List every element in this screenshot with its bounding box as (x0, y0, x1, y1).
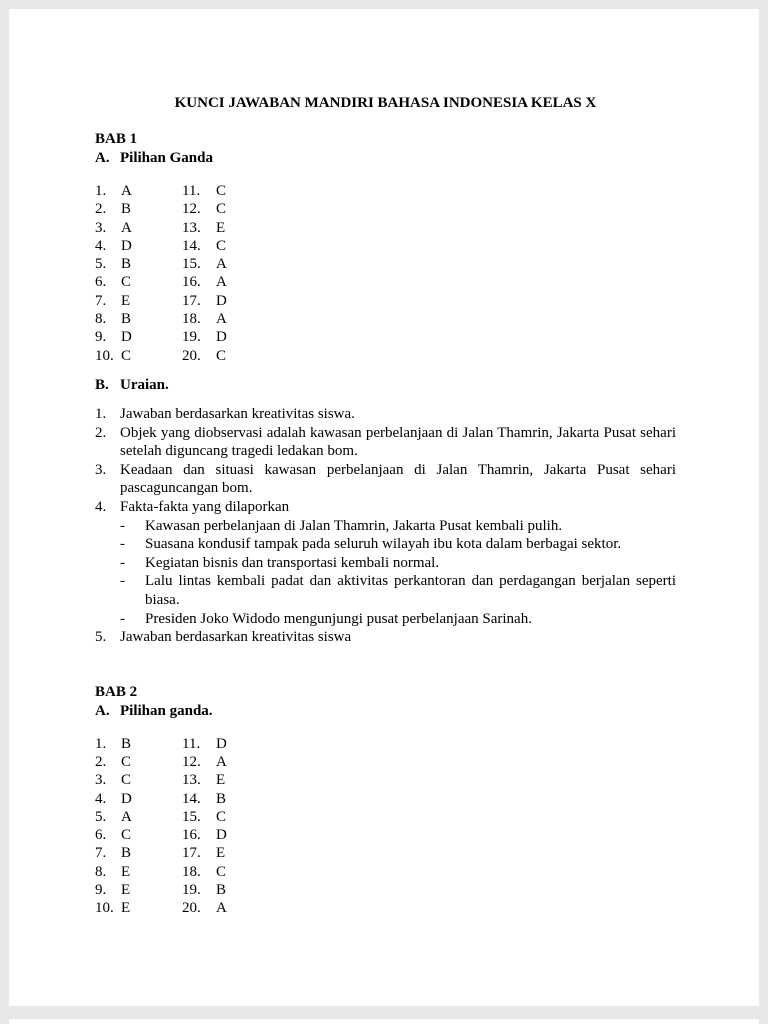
answer-letter: A (216, 311, 227, 328)
dash-bullet: - (120, 573, 125, 590)
answer-row (95, 237, 676, 255)
section-letter: B. (95, 376, 109, 393)
essay-item-text: Jawaban berdasarkan kreativitas siswa. (120, 405, 355, 422)
answer-letter: D (216, 735, 227, 752)
answer-row (95, 863, 676, 881)
page-content (95, 9, 676, 918)
answer-number: 20. (182, 900, 201, 917)
answer-number: 8. (95, 311, 107, 328)
answer-row (95, 844, 676, 862)
answer-number: 1. (95, 735, 107, 752)
answer-number: 10. (95, 347, 114, 364)
answer-number: 18. (182, 311, 201, 328)
answer-number: 14. (182, 237, 201, 254)
answer-letter: E (121, 863, 131, 880)
essay-item (95, 498, 676, 628)
essay-sub-item-text: Presiden Joko Widodo mengunjungi pusat perbelanjaan Sarinah. (145, 610, 532, 627)
bab1-answer-grid (95, 182, 676, 365)
answer-letter: B (121, 256, 132, 273)
section-letter: A. (95, 150, 110, 166)
answer-row (95, 790, 676, 808)
answer-letter: C (216, 808, 227, 825)
answer-row (95, 310, 676, 328)
essay-item (95, 424, 676, 461)
answer-letter: E (216, 845, 226, 862)
answer-letter: C (121, 274, 132, 291)
answer-number: 12. (182, 753, 201, 770)
answer-letter: C (121, 347, 132, 364)
essay-sub-item (120, 554, 676, 573)
answer-letter: A (216, 753, 227, 770)
answer-number: 1. (95, 183, 107, 199)
answer-letter: C (216, 347, 227, 364)
essay-sub-item (120, 517, 676, 536)
essay-sub-item-text: Kawasan perbelanjaan di Jalan Thamrin, Jakarta Pusat kembali pulih. (145, 517, 563, 534)
section-label: Pilihan ganda. (120, 702, 213, 719)
answer-row (95, 255, 676, 273)
answer-number: 11. (182, 183, 201, 199)
answer-row (95, 347, 676, 365)
answer-number: 7. (95, 292, 107, 309)
answer-row (95, 219, 676, 237)
bab1-essay-list (95, 405, 676, 647)
answer-row (95, 328, 676, 346)
dash-bullet: - (120, 610, 125, 627)
essay-sub-item-text: Kegiatan bisnis dan transportasi kembali normal. (145, 554, 440, 571)
answer-letter: D (121, 237, 132, 254)
answer-row (95, 273, 676, 291)
essay-item (95, 461, 676, 498)
answer-letter: E (121, 900, 131, 917)
essay-item-body (120, 628, 676, 647)
bab2-heading-block (95, 683, 676, 721)
dash-bullet: - (120, 517, 125, 534)
answer-number: 9. (95, 329, 107, 346)
answer-number: 4. (95, 790, 107, 807)
answer-number: 5. (95, 256, 107, 273)
answer-letter: B (121, 311, 132, 328)
answer-letter: C (121, 753, 132, 770)
essay-item (95, 628, 676, 647)
answer-row (95, 292, 676, 310)
essay-sub-item (120, 535, 676, 554)
answer-row (95, 182, 676, 200)
answer-letter: A (121, 219, 132, 236)
chapter-heading-bab1: BAB 1 (95, 131, 138, 147)
essay-item-number: 3. (95, 461, 107, 478)
section-heading-bab2-pilihan-ganda (95, 702, 676, 721)
section-letter: A. (95, 702, 110, 719)
essay-item-number: 2. (95, 424, 107, 441)
answer-letter: E (216, 219, 226, 236)
answer-number: 7. (95, 845, 107, 862)
answer-letter: B (216, 790, 227, 807)
bab2-answer-grid (95, 735, 676, 918)
answer-letter: D (121, 790, 132, 807)
answer-number: 16. (182, 827, 201, 844)
answer-number: 5. (95, 808, 107, 825)
chapter-heading-bab2: BAB 2 (95, 683, 138, 700)
essay-item-text: Jawaban berdasarkan kreativitas siswa (120, 629, 352, 646)
essay-sub-item (120, 610, 676, 629)
answer-letter: A (216, 256, 227, 273)
answer-letter: B (121, 201, 132, 218)
answer-letter: A (121, 808, 132, 825)
bab1-heading-block (95, 130, 676, 168)
answer-number: 4. (95, 237, 107, 254)
essay-item-body (120, 461, 676, 498)
essay-item-body (120, 424, 676, 461)
answer-row (95, 899, 676, 917)
answer-letter: C (216, 863, 227, 880)
answer-row (95, 200, 676, 218)
essay-item-number: 1. (95, 405, 107, 422)
answer-number: 20. (182, 347, 201, 364)
answer-letter: C (216, 201, 227, 218)
answer-number: 13. (182, 772, 201, 789)
answer-letter: D (216, 827, 227, 844)
answer-number: 16. (182, 274, 201, 291)
answer-number: 17. (182, 845, 201, 862)
answer-letter: B (216, 882, 227, 899)
answer-letter: D (216, 329, 227, 346)
answer-letter: D (216, 292, 227, 309)
essay-sub-item-text: Lalu lintas kembali padat dan aktivitas perkantoran dan perdagangan berjalan seperti biasa. (145, 573, 676, 608)
section-heading-bab1-uraian (95, 376, 676, 395)
essay-item-text: Keadaan dan situasi kawasan perbelanjaan di Jalan Thamrin, Jakarta Pusat sehari pascaguncangan bom. (120, 461, 676, 497)
essay-sub-item (120, 572, 676, 609)
answer-number: 19. (182, 882, 201, 899)
answer-number: 17. (182, 292, 201, 309)
answer-letter: E (216, 772, 226, 789)
answer-number: 19. (182, 329, 201, 346)
answer-number: 8. (95, 863, 107, 880)
section-label: Uraian. (120, 376, 169, 393)
document-page (9, 9, 759, 1006)
answer-number: 18. (182, 863, 201, 880)
answer-letter: B (121, 735, 132, 752)
section-label: Pilihan Ganda (120, 150, 213, 166)
next-page-edge (9, 1019, 759, 1024)
essay-item-text: Fakta-fakta yang dilaporkan (120, 498, 290, 515)
essay-item-number: 5. (95, 629, 107, 646)
answer-row (95, 881, 676, 899)
answer-row (95, 771, 676, 789)
essay-item-text: Objek yang diobservasi adalah kawasan perbelanjaan di Jalan Thamrin, Jakarta Pusat sehari setelah diguncang tragedi ledakan bom. (120, 424, 676, 460)
answer-number: 14. (182, 790, 201, 807)
answer-number: 10. (95, 900, 114, 917)
essay-item-body (120, 498, 676, 628)
answer-row (95, 826, 676, 844)
answer-row (95, 753, 676, 771)
essay-item-body (120, 405, 676, 424)
dash-bullet: - (120, 554, 125, 571)
answer-number: 9. (95, 882, 107, 899)
answer-number: 2. (95, 201, 107, 218)
answer-letter: A (121, 183, 132, 199)
essay-sub-item-text: Suasana kondusif tampak pada seluruh wilayah ibu kota dalam berbagai sektor. (145, 536, 622, 553)
section-heading-bab1-pilihan-ganda (95, 149, 676, 168)
essay-item-number: 4. (95, 498, 107, 515)
answer-number: 11. (182, 735, 201, 752)
answer-number: 13. (182, 219, 201, 236)
answer-number: 6. (95, 827, 107, 844)
answer-letter: D (121, 329, 132, 346)
answer-letter: C (121, 772, 132, 789)
answer-letter: C (216, 237, 227, 254)
answer-letter: C (216, 183, 227, 199)
answer-letter: A (216, 274, 227, 291)
answer-number: 3. (95, 219, 107, 236)
dash-bullet: - (120, 536, 125, 553)
essay-item (95, 405, 676, 424)
answer-row (95, 735, 676, 753)
answer-letter: E (121, 292, 131, 309)
answer-number: 6. (95, 274, 107, 291)
answer-letter: E (121, 882, 131, 899)
answer-letter: B (121, 845, 132, 862)
answer-row (95, 808, 676, 826)
answer-letter: C (121, 827, 132, 844)
answer-number: 15. (182, 808, 201, 825)
document-title: KUNCI JAWABAN MANDIRI BAHASA INDONESIA KELAS X (174, 95, 597, 111)
answer-number: 3. (95, 772, 107, 789)
answer-letter: A (216, 900, 227, 917)
answer-number: 12. (182, 201, 201, 218)
answer-number: 2. (95, 753, 107, 770)
answer-number: 15. (182, 256, 201, 273)
